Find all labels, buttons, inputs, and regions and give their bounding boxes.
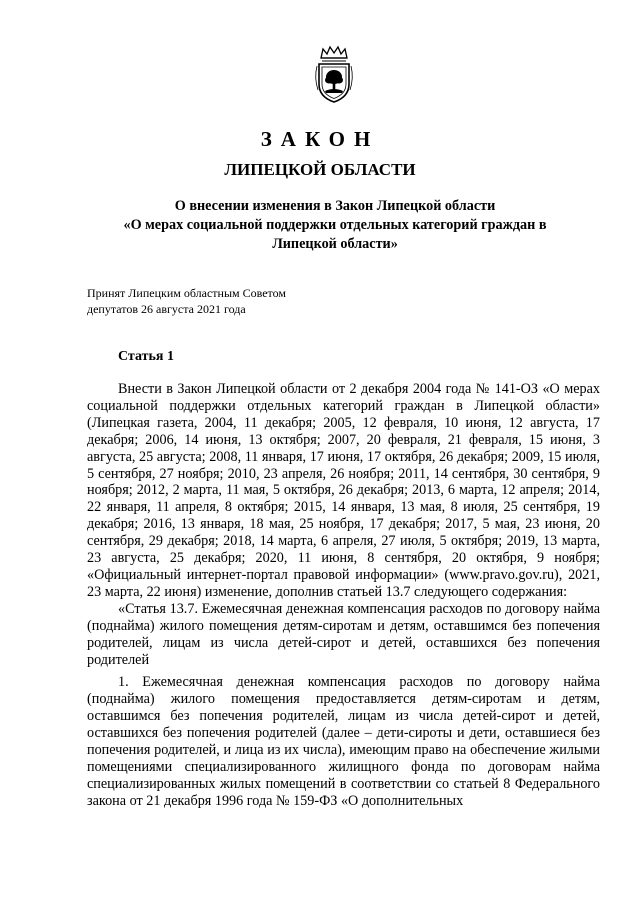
law-title-line: «О мерах социальной поддержки отдельных категорий граждан в [123, 217, 547, 233]
law-title [110, 197, 560, 254]
adoption-line: Принят Липецким областным Советом [87, 286, 286, 300]
law-heading: ЗАКОН [260, 127, 380, 151]
adoption-line: депутатов 26 августа 2021 года [87, 302, 246, 316]
article-body [87, 381, 600, 810]
body-paragraph: 1. Ежемесячная денежная компенсация расходов по договору найма (поднайма) жилого помещения предоставляется детям-сиротам и детям, оставшимся без попечения родителей, лицам из числа детей-сирот и детей, оставшихся без попечения родителей (далее – дети-сироты и дети, оставшиеся без попечения родителей, и лица из их числа), имеющим право на обеспечение жилыми помещениями специализированного жилищного фонда по договорам найма специализированных жилых помещений в соответствии со статьей 8 Федерального закона от 21 декабря 1996 года № 159-ФЗ «О дополнительных [87, 674, 600, 809]
region-heading: ЛИПЕЦКОЙ ОБЛАСТИ [224, 160, 416, 179]
coat-of-arms-icon [311, 44, 357, 104]
body-paragraph: «Статья 13.7. Ежемесячная денежная компенсация расходов по договору найма (поднайма) жилого помещения детям-сиротам и детям, оставшимся без попечения родителей, лицам из числа детей-сирот и детей, оставшихся без попечения родителей [87, 600, 600, 668]
law-title-line: О внесении изменения в Закон Липецкой области [174, 198, 496, 214]
adoption-note [87, 285, 286, 317]
article-heading: Статья 1 [118, 349, 174, 364]
body-paragraph: Внести в Закон Липецкой области от 2 декабря 2004 года № 141-ОЗ «О мерах социальной поддержки отдельных категорий граждан в Липецкой области» (Липецкая газета, 2004, 11 декабря; 2005, 12 февраля, 10 июня, 12 августа, 17 декабря; 2006, 14 июня, 13 октября; 2007, 20 февраля, 21 февраля, 15 июня, 3 августа, 25 августа; 2008, 11 января, 17 июня, 17 октября, 26 декабря; 2009, 15 июля, 5 сентября, 27 ноября; 2010, 23 апреля, 26 ноября; 2011, 14 сентября, 30 сентября, 9 ноября; 2012, 2 марта, 11 мая, 5 октября, 26 декабря; 2013, 6 марта, 12 апреля; 2014, 22 января, 11 апреля, 8 октября; 2015, 14 января, 13 мая, 8 июля, 25 сентября, 19 декабря; 2016, 13 января, 18 мая, 25 ноября, 17 декабря; 2017, 5 мая, 23 июня, 20 сентября, 29 декабря; 2018, 14 марта, 6 апреля, 27 июля, 5 октября; 2019, 13 марта, 23 августа, 25 декабря; 2020, 11 июня, 8 сентября, 20 октября, 9 ноября; «Официальный интернет-портал правовой информации» (www.pravo.gov.ru), 2021, 23 марта, 22 июня) изменение, дополнив статьей 13.7 следующего содержания: [87, 381, 600, 600]
law-title-line: Липецкой области» [272, 236, 398, 252]
